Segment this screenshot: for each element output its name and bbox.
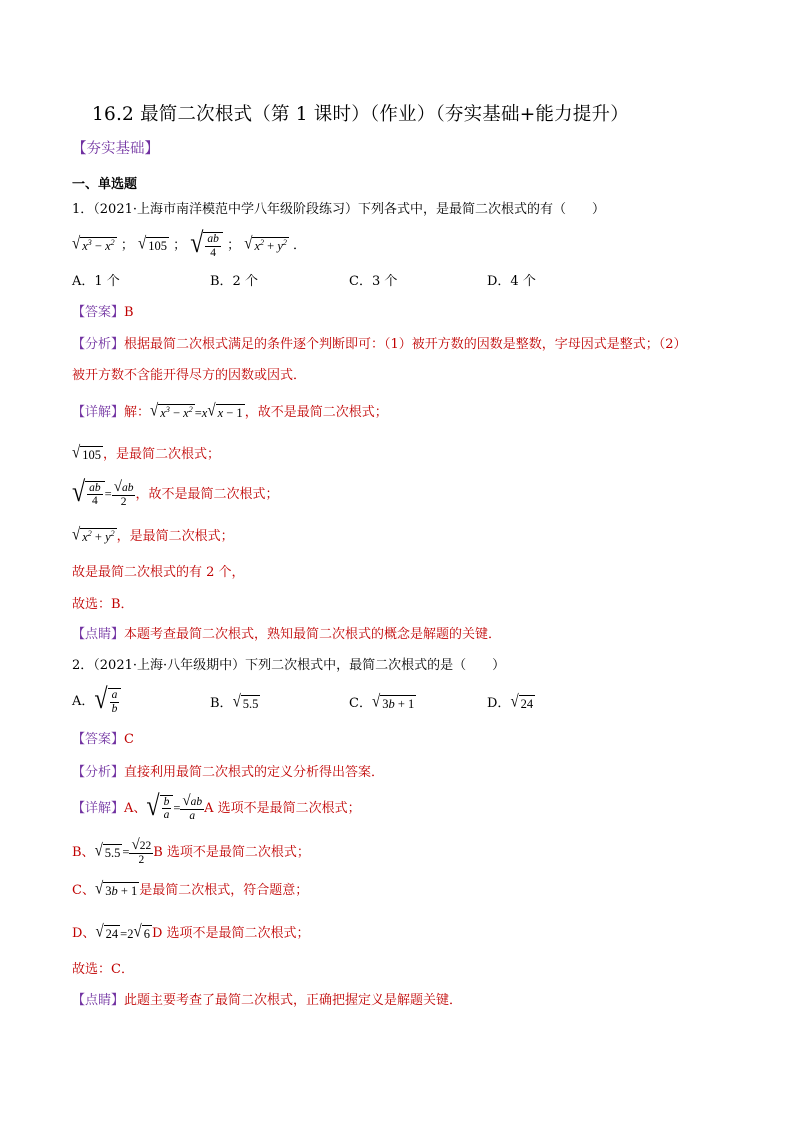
sqrt-expr-3: √ $\frac{ab}{4}$ — [190, 232, 223, 259]
sqrt-expr-2: √ 105 — [72, 443, 101, 462]
q1-option-b: B．2 个 — [210, 274, 258, 289]
q1-detail-line-4: √ $x^2 + y^2$ ，是最简二次根式； — [72, 525, 234, 545]
q2-option-b: B． √ 5.5 — [210, 692, 259, 712]
sqrt-expr-4: √ $x^2 + y^2$ — [244, 234, 287, 254]
page-title: 16.2 最简二次根式（第 1 课时）（作业）（夯实基础+能力提升） — [92, 104, 629, 125]
q2-stem: 2．（2021·上海·八年级期中）下列二次根式中，最简二次根式的是（ ） — [72, 658, 506, 673]
q2-option-a: A． √ $\frac{a}{b}$ — [72, 688, 121, 715]
end-mark: ． — [293, 238, 307, 254]
sqrt-expr-2: √ 105 — [137, 234, 167, 254]
sqrt-expr-1: √ $x^3 - x^2$ — [72, 234, 115, 254]
sqrt-6: √ 6 — [133, 922, 150, 941]
q1-option-c: C．3 个 — [349, 274, 398, 289]
part-heading: 一、单选题 — [72, 177, 138, 192]
sqrt-24: √ 24 — [510, 692, 534, 711]
q2-detail-c: C、 √ 3b + 1 是最简二次根式，符合题意； — [72, 879, 309, 899]
sqrt-expr-1: √ $x^3 - x^2$ — [150, 401, 193, 420]
separator: ； — [173, 238, 187, 254]
sqrt-3b-plus-1: √ 3b + 1 — [94, 879, 138, 898]
q2-detail-d: D、 √ 24 =2 √ 6 D 选项不是最简二次根式； — [72, 922, 310, 942]
q1-option-d: D．4 个 — [487, 274, 536, 289]
separator: ； — [120, 238, 134, 254]
q2-option-c: C． √ 3b + 1 — [349, 692, 415, 712]
sqrt-24: √ 24 — [95, 922, 119, 941]
sqrt-b-over-a: √ $\frac{b}{a}$ — [146, 795, 173, 822]
q1-analysis-line-2: 被开方数不含能开得尽方的因数或因式． — [72, 368, 307, 383]
q2-comment: 【点睛】此题主要考查了最简二次根式，正确把握定义是解题关键． — [72, 993, 463, 1008]
fraction-sqrt-22-over-2: $\frac{√22}{2}$ — [131, 837, 152, 866]
sqrt-3b-plus-1: √ 3b + 1 — [371, 692, 415, 711]
q1-choice: 故选：B． — [72, 597, 134, 612]
sqrt-expr-3: √ $\frac{ab}{4}$ — [72, 481, 105, 508]
q1-expressions — [72, 228, 307, 260]
q1-option-a: A．1 个 — [72, 274, 120, 289]
q1-detail-line-2: √ 105 ，是最简二次根式； — [72, 443, 220, 463]
q1-analysis-line-1: 【分析】根据最简二次根式满足的条件逐个判断即可：（1）被开方数的因数是整数，字母因式是整式；（2） — [72, 337, 687, 352]
q1-comment: 【点睛】本题考查最简二次根式，熟知最简二次根式的概念是解题的关键． — [72, 627, 502, 642]
sqrt-5-5: √ 5.5 — [94, 841, 121, 860]
sqrt-expr-4: √ $x^2 + y^2$ — [72, 525, 115, 544]
fraction-sqrt-ab-over-2: $\frac{√ab}{2}$ — [113, 479, 134, 508]
q1-conclusion: 故是最简二次根式的有 2 个， — [72, 565, 245, 580]
q2-option-d: D． √ 24 — [487, 692, 534, 712]
q2-detail-b: B、 √ 5.5 = $\frac{√22}{2}$ B 选项不是最简二次根式； — [72, 837, 310, 866]
q1-detail-line-1: 【详解】解： √ $x^3 - x^2$ =x √ x − 1 ，故不是最简二次根式； — [72, 401, 388, 421]
separator: ； — [227, 238, 241, 254]
section-heading: 【夯实基础】 — [72, 141, 159, 157]
q2-analysis: 【分析】直接利用最简二次根式的定义分析得出答案． — [72, 765, 385, 780]
q2-choice: 故选：C． — [72, 962, 134, 977]
q1-detail-line-3: √ $\frac{ab}{4}$ = $\frac{√ab}{2}$ ，故不是最简二次根式； — [72, 476, 279, 508]
q2-detail-a: 【详解】A、 √ $\frac{b}{a}$ = $\frac{√ab}{a}$ A 选项不是最简二次根式； — [72, 790, 361, 822]
sqrt-a-over-b: √ $\frac{a}{b}$ — [94, 688, 121, 715]
q1-stem: 1．（2021·上海市南洋模范中学八年级阶段练习）下列各式中，是最简二次根式的有（ ） — [72, 202, 605, 217]
q1-answer: 【答案】B — [72, 305, 134, 320]
sqrt-x-minus-1: √ x − 1 — [207, 401, 243, 420]
q2-answer: 【答案】C — [72, 732, 134, 747]
sqrt-5-5: √ 5.5 — [232, 692, 259, 711]
fraction-sqrt-ab-over-a: $\frac{√ab}{a}$ — [182, 793, 203, 822]
